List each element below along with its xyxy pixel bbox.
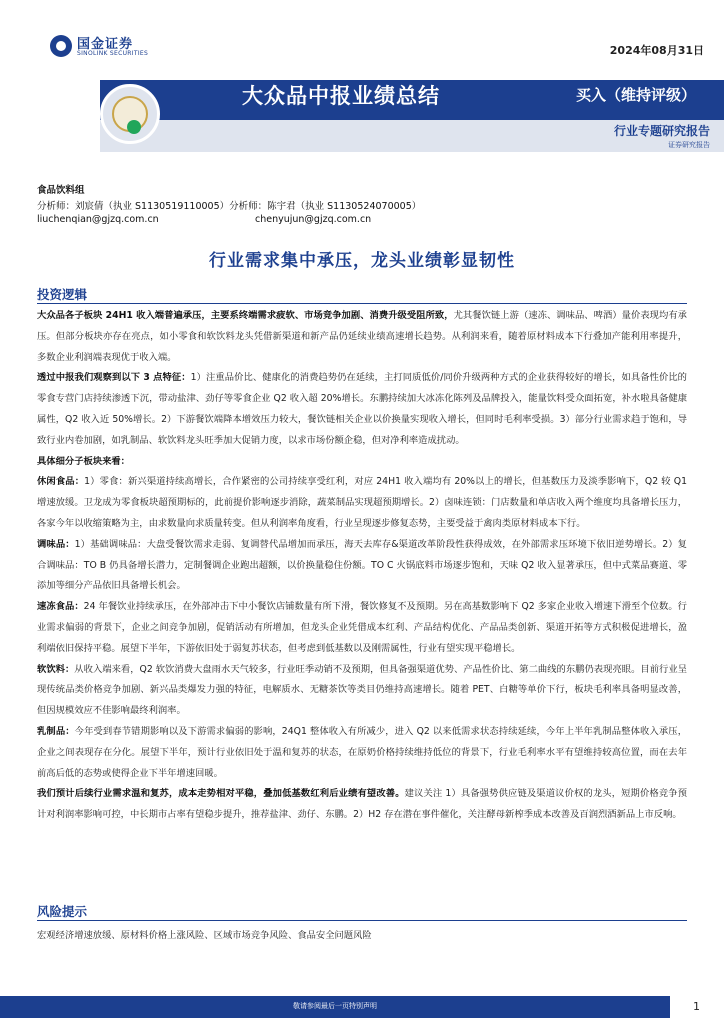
page-number: 1 xyxy=(693,1000,700,1013)
segment-dairy-label: 乳制品： xyxy=(37,725,75,737)
rating-label: 买入（维持评级） xyxy=(575,86,696,104)
page-footer xyxy=(0,996,724,1024)
logic-p1-text: 尤其餐饮链上游（速冻、调味品、啤酒）量价表现均有承压。但部分板块亦存在亮点，如小零食和软饮料龙头凭借新渠道和新产品仍延续业绩高速增长趋势。从利润来看，随着原材料成本下行叠加产能利用率提升，多数企业利润端表现优于收入端。 xyxy=(37,310,687,363)
award-badge-icon xyxy=(100,84,160,144)
segment-frozen-text: 24 年餐饮业持续承压，在外部冲击下中小餐饮店铺数量有所下滑，餐饮修复不及预期。另在高基数影响下 Q2 多家企业收入增速下滑至个位数。行业需求偏弱的背景下，企业之间竞争加剧，促销活动有所增加，但龙头企业凭借成本红利、产品结构优化、产品品类创新、渠道开拓等方式积极促进增长，盈利端依旧保持平稳。展望下半年，下游依旧处于弱复苏状态，但考虑到低基数以及刚需属性，行业有望实现平稳增长。 xyxy=(37,601,687,654)
logic-paragraph-1 xyxy=(37,306,687,368)
segment-leisure-label: 休闲食品： xyxy=(37,476,85,488)
logic-p1-bold: 大众品各子板块 24H1 收入端普遍承压，主要系终端需求疲软、市场竞争加剧、消费升级受阻所致， xyxy=(37,310,454,321)
segment-heading: 具体细分子板块来看： xyxy=(37,455,130,467)
section-title-logic: 投资逻辑 xyxy=(37,287,88,302)
badge-check-icon xyxy=(127,120,141,134)
report-title: 大众品中报业绩总结 xyxy=(242,84,440,108)
analyst-line: 分析师：刘宸倩（执业 S1130519110005）分析师：陈宇君（执业 S1130524070005） xyxy=(37,201,422,212)
section-rule-logic xyxy=(37,303,687,304)
logo-cn-text: 国金证券 xyxy=(77,37,134,52)
analyst-email-2: chenyujun@gjzq.com.cn xyxy=(255,214,372,225)
segment-seasoning-text: 1）基础调味品：大盘受餐饮需求走弱、复调替代品增加而承压，海天去库存&渠道改革阶段性获得成效，在外部需求压环境下依旧逆势增长。2）复合调味品：TO B 仍具备增长潜力，定制餐调企业跑出超额，以价换量稳住份额。TO C 火锅底料市场逐步饱和，天味 Q2 收入显著承压，但中式菜品赛道、零添加等细分产品依旧具备增长机会。 xyxy=(37,538,687,592)
report-subtype: 证券研究报告 xyxy=(668,141,710,149)
report-date: 2024年08月31日 xyxy=(609,44,704,57)
risk-text: 宏观经济增速放缓、原材料价格上涨风险、区域市场竞争风险、食品安全问题风险 xyxy=(37,930,372,941)
segment-frozen xyxy=(37,597,687,659)
logic-p2-bold: 透过中报我们观察到以下 3 点特征： xyxy=(37,372,191,384)
analyst-emails xyxy=(37,214,372,225)
segment-dairy xyxy=(37,722,687,784)
segment-seasoning-label: 调味品： xyxy=(37,538,75,550)
segment-drinks-text: 从收入端来看，Q2 软饮消费大盘雨水天气较多，行业旺季动销不及预期，但具备强渠道优势、产品性价比、第二曲线的东鹏仍表现亮眼。目前行业呈现传统品类价格竞争加剧、新兴品类爆发力强的特征，电解质水、无糖茶饮等类目仍维持高速增长。随着 PET、白糖等单价下行，板块毛利率具备明显改善，但因规模效应不佳影响最终利润率。 xyxy=(37,663,687,717)
section-rule-risk xyxy=(37,920,687,921)
segment-drinks xyxy=(37,660,687,722)
logic-body xyxy=(37,306,687,826)
logo-en-text: SINOLINK SECURITIES xyxy=(77,50,149,57)
logic-conclusion-text: 建议关注 1）具备强势供应链及渠道议价权的龙头，短期价格竞争预计对利润率影响可控，中长期市占率有望稳步提升，推荐盐津、劲仔、东鹏。2）H2 存在潜在事件催化，关注酵母新榨季成本改善及百润烈酒新品上市反响。 xyxy=(37,788,687,821)
segment-leisure xyxy=(37,472,687,534)
logic-paragraph-2 xyxy=(37,368,687,451)
logic-conclusion-bold: 我们预计后续行业需求温和复苏，成本走势相对平稳，叠加低基数红利后业绩有望改善。 xyxy=(37,788,405,800)
industry-group: 食品饮料组 xyxy=(37,185,85,196)
segment-dairy-text: 今年受到春节错期影响以及下游需求偏弱的影响，24Q1 整体收入有所减少，进入 Q2 以来低需求状态持续延续，今年上半年乳制品整体收入承压，企业之间表现存在分化。展望下半年，预计行业依旧处于温和复苏的状态，在原奶价格持续维持低位的背景下，行业毛利率水平有望维持较高位置，而在去年前高后低的态势或使得企业下半年增速回暖。 xyxy=(37,725,687,779)
company-logo xyxy=(50,33,160,61)
segment-frozen-label: 速冻食品： xyxy=(37,601,84,613)
logo-mark-icon xyxy=(50,35,72,57)
section-title-risk: 风险提示 xyxy=(37,904,88,919)
report-type: 行业专题研究报告 xyxy=(613,124,710,138)
segment-seasoning xyxy=(37,535,687,597)
logic-conclusion xyxy=(37,784,687,826)
analyst-email-1: liuchenqian@gjzq.com.cn xyxy=(37,214,159,225)
segment-leisure-text: 1）零食：新兴渠道持续高增长，合作紧密的公司持续享受红利，对应 24H1 收入端均有 20%以上的增长，但基数压力及淡季影响下，Q2 较 Q1 增速放缓。卫龙成为零食板块超预期标的，此前提价影响逐步消除，蔬菜制品实现超预期增长。2）卤味连锁：门店数量和单店收入两个维度均具备增长压力，各家今年以收缩策略为主，由求数量向求质量转变。但从利润率角度看，行业呈现逐步修复态势，主要受益于禽肉类原材料成本下行。 xyxy=(37,476,687,529)
footer-disclaimer-link[interactable]: 敬请参阅最后一页特别声明 xyxy=(293,1002,377,1010)
headline: 行业需求集中承压，龙头业绩彰显韧性 xyxy=(209,251,515,271)
segment-drinks-label: 软饮料： xyxy=(37,663,75,675)
logic-p2-text: 1）注重品价比、健康化的消费趋势仍在延续，主打同质低价/同价升级两种方式的企业获得较好的增长，如具备性价比的零食专营门店持续渗透下沉，带动盐津、劲仔等零食企业 Q2 收入超 20%增长。东鹏持续加大冰冻化陈列及品牌投入，能量饮料受众面拓宽，补水啦具备健康属性，Q2 收入近 50%增长。2）下游餐饮端降本增效压力较大，餐饮链相关企业以价换量实现收入增长，但同时毛利率受损。3）部分行业需求趋于饱和，导致行业内卷加剧，如乳制品、软饮料龙头旺季加大促销力度，以求市场份额企稳，但对净利率造成扰动。 xyxy=(37,372,687,446)
